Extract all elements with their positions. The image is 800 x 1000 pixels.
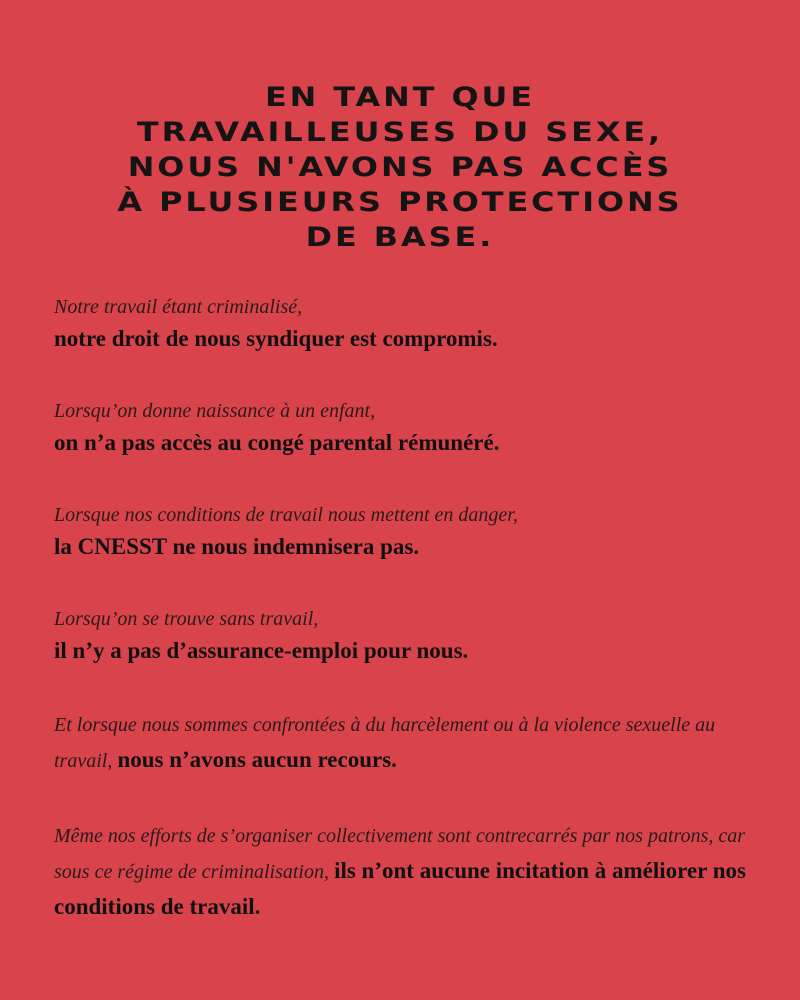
paragraph-lead: Lorsque nos conditions de travail nous mettent en danger, <box>54 504 518 526</box>
paragraph-unionize <box>54 292 754 356</box>
headline-line-5: DE BASE. <box>305 222 495 253</box>
body-text <box>54 292 754 966</box>
paragraph-statement: nous n’avons aucun recours. <box>117 747 397 772</box>
paragraph-lead: Lorsqu’on donne naissance à un enfant, <box>54 400 376 422</box>
paragraph-cnesst <box>54 500 754 564</box>
paragraph-lead: Et lorsque nous sommes confrontées à du harcèlement ou à la violence sexuelle au travail, <box>54 714 716 772</box>
headline-line-4: À PLUSIEURS PROTECTIONS <box>117 187 683 218</box>
paragraph-lead: Même nos efforts de s’organiser collectivement sont contrecarrés par nos patrons, car sous ce régime de criminalisation, <box>54 825 746 883</box>
headline-line-2: TRAVAILLEUSES DU SEXE, <box>136 117 664 148</box>
headline-line-1: EN TANT QUE <box>264 82 536 113</box>
paragraph-parental-leave <box>54 396 754 460</box>
headline-line-3: NOUS N'AVONS PAS ACCÈS <box>127 152 673 183</box>
paragraph-statement: la CNESST ne nous indemnisera pas. <box>54 534 420 559</box>
paragraph-lead: Notre travail étant criminalisé, <box>54 296 303 318</box>
paragraph-statement: il n’y a pas d’assurance-emploi pour nous. <box>54 638 469 663</box>
paragraph-lead: Lorsqu’on se trouve sans travail, <box>54 608 319 630</box>
paragraph-statement: ils n’ont aucune incitation à améliorer nos conditions de travail. <box>54 858 746 919</box>
paragraph-statement: notre droit de nous syndiquer est compromis. <box>54 326 498 351</box>
paragraph-harassment <box>54 708 754 779</box>
paragraph-organize <box>54 819 754 926</box>
paragraph-employment-insurance <box>54 604 754 668</box>
headline <box>0 80 800 255</box>
paragraph-statement: on n’a pas accès au congé parental rémunéré. <box>54 430 500 455</box>
